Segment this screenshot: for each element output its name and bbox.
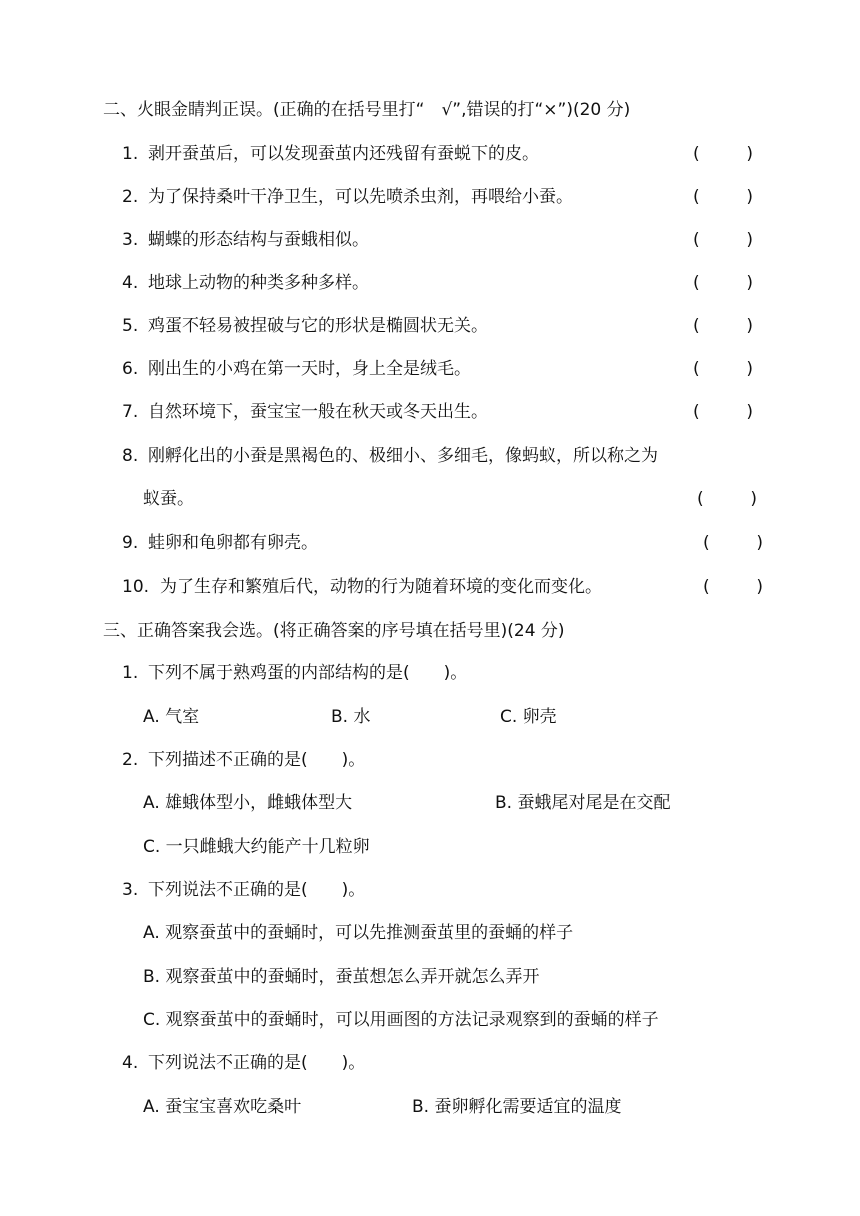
item-text: 为了保持桑叶干净卫生，可以先喷杀虫剂，再喂给小蚕。	[148, 187, 573, 207]
option-c: C. 卵壳	[500, 707, 557, 727]
question-number: 1.	[122, 663, 139, 683]
item-text: 剥开蚕茧后，可以发现蚕茧内还残留有蚕蜕下的皮。	[148, 144, 539, 164]
option-b: B. 水	[331, 707, 371, 727]
option-a: A. 蚕宝宝喜欢吃桑叶	[143, 1097, 302, 1117]
question-number: 2.	[122, 750, 139, 770]
question-text: 下列不属于熟鸡蛋的内部结构的是( )。	[148, 663, 468, 683]
option-c: C. 观察蚕茧中的蚕蛹时，可以用画图的方法记录观察到的蚕蛹的样子	[143, 1010, 659, 1030]
item-text-continued: 蚁蚕。	[143, 489, 194, 509]
item-number: 5.	[122, 316, 139, 336]
item-text: 地球上动物的种类多种多样。	[148, 273, 369, 293]
item-number: 9.	[122, 533, 139, 553]
item-text: 蛙卵和龟卵都有卵壳。	[148, 533, 318, 553]
item-number: 10.	[122, 577, 150, 597]
section-2-title: 二、火眼金睛判正误。(正确的在括号里打“ √”,错误的打“×”)(20 分)	[103, 100, 631, 120]
option-b: B. 蚕蛾尾对尾是在交配	[495, 793, 671, 813]
item-number: 2.	[122, 187, 139, 207]
option-a: A. 雄蛾体型小，雌蛾体型大	[143, 793, 353, 813]
question-number: 3.	[122, 880, 139, 900]
question-number: 4.	[122, 1053, 139, 1073]
item-text: 为了生存和繁殖后代，动物的行为随着环境的变化而变化。	[160, 577, 602, 597]
question-text: 下列说法不正确的是( )。	[148, 880, 366, 900]
option-b: B. 观察蚕茧中的蚕蛹时，蚕茧想怎么弄开就怎么弄开	[143, 967, 540, 987]
question-text: 下列说法不正确的是( )。	[148, 1053, 366, 1073]
item-number: 7.	[122, 402, 139, 422]
item-number: 3.	[122, 230, 139, 250]
section-3-title: 三、正确答案我会选。(将正确答案的序号填在括号里)(24 分)	[103, 621, 565, 641]
option-c: C. 一只雌蛾大约能产十几粒卵	[143, 837, 370, 857]
item-text: 鸡蛋不轻易被捏破与它的形状是椭圆状无关。	[148, 316, 488, 336]
option-b: B. 蚕卵孵化需要适宜的温度	[412, 1097, 622, 1117]
item-text: 蝴蝶的形态结构与蚕蛾相似。	[148, 230, 369, 250]
question-text: 下列描述不正确的是( )。	[148, 750, 366, 770]
item-text: 刚孵化出的小蚕是黑褐色的、极细小、多细毛，像蚂蚁，所以称之为	[148, 446, 658, 466]
option-a: A. 观察蚕茧中的蚕蛹时，可以先推测蚕茧里的蚕蛹的样子	[143, 923, 574, 943]
item-number: 6.	[122, 359, 139, 379]
item-number: 4.	[122, 273, 139, 293]
item-number: 1.	[122, 144, 139, 164]
item-text: 自然环境下，蚕宝宝一般在秋天或冬天出生。	[148, 402, 488, 422]
item-number: 8.	[122, 446, 139, 466]
option-a: A. 气室	[143, 707, 200, 727]
item-text: 刚出生的小鸡在第一天时，身上全是绒毛。	[148, 359, 471, 379]
